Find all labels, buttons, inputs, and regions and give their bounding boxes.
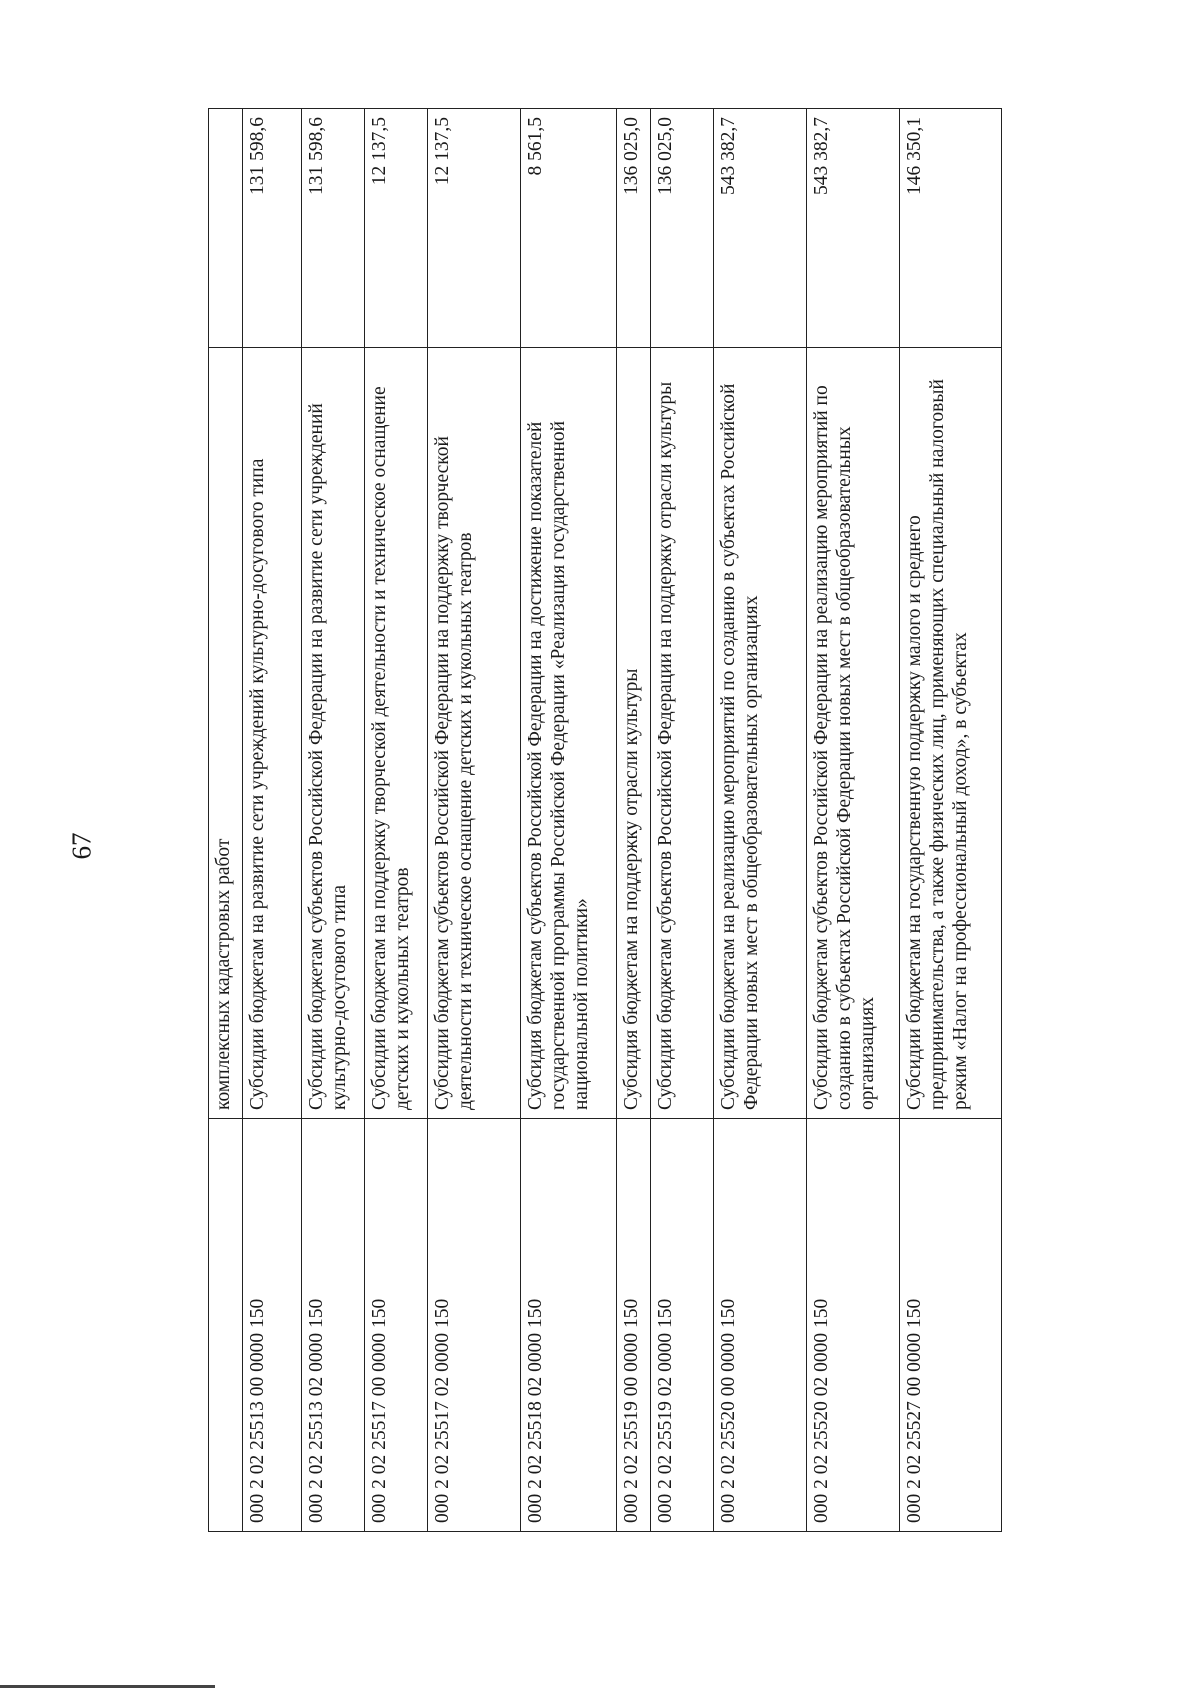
table-row: [617, 109, 651, 1532]
table-row: [651, 109, 714, 1532]
amount-cell: 543 382,7: [807, 109, 900, 348]
amount-cell: 131 598,6: [243, 109, 302, 348]
table-row: [365, 109, 428, 1532]
table-row: [209, 109, 243, 1532]
description-cell: Субсидии бюджетам субъектов Российской Федерации на поддержку отрасли культуры: [651, 348, 714, 1119]
table-row: [428, 109, 521, 1532]
table-row: [243, 109, 302, 1532]
budget-code-cell: 000 2 02 25519 02 0000 150: [651, 1119, 714, 1532]
description-cell: Субсидия бюджетам на поддержку отрасли культуры: [617, 348, 651, 1119]
description-cell: Субсидия бюджетам субъектов Российской Федерации на достижение показателей государственной программы Российской Федерации «Реализация государственной национальной политики»: [521, 348, 617, 1119]
budget-code-cell: [209, 1119, 243, 1532]
description-cell: Субсидии бюджетам субъектов Российской Федерации на поддержку творческой деятельности и техническое оснащение детских и кукольных театров: [428, 348, 521, 1119]
amount-cell: 136 025,0: [651, 109, 714, 348]
description-cell: Субсидии бюджетам субъектов Российской Федерации на развитие сети учреждений культурно-досугового типа: [302, 348, 365, 1119]
amount-cell: 12 137,5: [428, 109, 521, 348]
footer-divider-line: [0, 1685, 215, 1688]
table-row: [900, 109, 1002, 1532]
budget-code-cell: 000 2 02 25519 00 0000 150: [617, 1119, 651, 1532]
rotated-table-container: [208, 109, 1105, 1532]
amount-cell: 136 025,0: [617, 109, 651, 348]
budget-code-cell: 000 2 02 25520 00 0000 150: [714, 1119, 807, 1532]
description-cell: Субсидии бюджетам на реализацию мероприятий по созданию в субъектах Российской Федерации новых мест в общеобразовательных организациях: [714, 348, 807, 1119]
amount-cell: 12 137,5: [365, 109, 428, 348]
amount-cell: 131 598,6: [302, 109, 365, 348]
table-row: [714, 109, 807, 1532]
amount-cell: [209, 109, 243, 348]
budget-code-cell: 000 2 02 25527 00 0000 150: [900, 1119, 1002, 1532]
description-cell: Субсидии бюджетам на поддержку творческой деятельности и техническое оснащение детских и кукольных театров: [365, 348, 428, 1119]
description-cell: комплексных кадастровых работ: [209, 348, 243, 1119]
budget-code-cell: 000 2 02 25518 02 0000 150: [521, 1119, 617, 1532]
description-cell: Субсидии бюджетам на развитие сети учреждений культурно-досугового типа: [243, 348, 302, 1119]
amount-cell: 543 382,7: [714, 109, 807, 348]
budget-table: [208, 108, 1002, 1532]
description-cell: Субсидии бюджетам субъектов Российской Федерации на реализацию мероприятий по созданию в субъектах Российской Федерации новых мест в общеобразовательных организациях: [807, 348, 900, 1119]
budget-code-cell: 000 2 02 25520 02 0000 150: [807, 1119, 900, 1532]
budget-code-cell: 000 2 02 25517 00 0000 150: [365, 1119, 428, 1532]
table-row: [807, 109, 900, 1532]
amount-cell: 8 561,5: [521, 109, 617, 348]
budget-code-cell: 000 2 02 25513 00 0000 150: [243, 1119, 302, 1532]
table-row: [302, 109, 365, 1532]
page-number: 67: [66, 832, 97, 860]
budget-code-cell: 000 2 02 25517 02 0000 150: [428, 1119, 521, 1532]
budget-code-cell: 000 2 02 25513 02 0000 150: [302, 1119, 365, 1532]
table-row: [521, 109, 617, 1532]
description-cell: Субсидии бюджетам на государственную поддержку малого и среднего предпринимательства, а также физических лиц, применяющих специальный налоговый режим «Налог на профессиональный доход», в субъектах: [900, 348, 1002, 1119]
amount-cell: 146 350,1: [900, 109, 1002, 348]
